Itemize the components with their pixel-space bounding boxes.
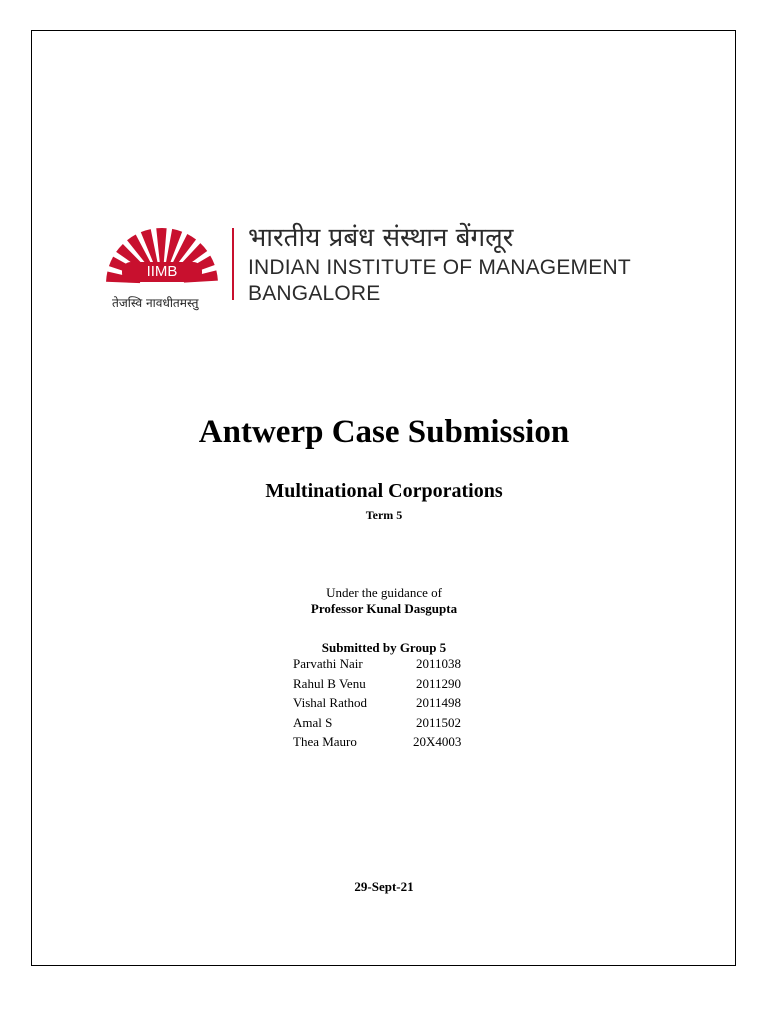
member-name: Parvathi Nair: [293, 656, 363, 671]
member-id: 2011498: [416, 695, 462, 710]
logo-motto: तेजस्वि नावधीतमस्तु: [112, 296, 199, 310]
member-id: 2011502: [416, 714, 462, 730]
course-name: Multinational Corporations: [265, 480, 503, 502]
member-row: [293, 676, 493, 696]
member-name: Amal S: [293, 714, 333, 730]
logo-ray: [156, 228, 166, 262]
professor-name: Professor Kunal Dasgupta: [310, 601, 458, 616]
member-row: [293, 715, 493, 735]
institute-name-hindi: भारतीय प्रबंध संस्थान बेंगलूर: [248, 223, 514, 253]
member-name: Vishal Rathod: [293, 695, 367, 710]
member-name: Thea Mauro: [293, 734, 357, 749]
member-id: 2011038: [416, 656, 462, 671]
members-list: [293, 656, 493, 754]
institute-name-line1: INDIAN INSTITUTE OF MANAGEMENT: [248, 256, 631, 279]
member-row: [293, 695, 493, 715]
document-title: Antwerp Case Submission: [198, 414, 570, 450]
guidance-label: Under the guidance of: [326, 585, 442, 600]
logo-abbr: IIMB: [146, 263, 178, 280]
institute-name-line2: BANGALORE: [248, 282, 381, 305]
member-id: 2011290: [416, 675, 462, 691]
member-row: [293, 656, 493, 676]
member-id: 20X4003: [413, 734, 462, 749]
submission-date: 29-Sept-21: [354, 879, 414, 894]
iimb-logo-emblem: [106, 222, 218, 294]
logo-divider: [232, 228, 234, 300]
term-label: Term 5: [365, 508, 403, 522]
submitted-by-label: Submitted by Group 5: [321, 640, 447, 655]
member-name: Rahul B Venu: [293, 675, 366, 691]
member-row: [293, 734, 493, 754]
